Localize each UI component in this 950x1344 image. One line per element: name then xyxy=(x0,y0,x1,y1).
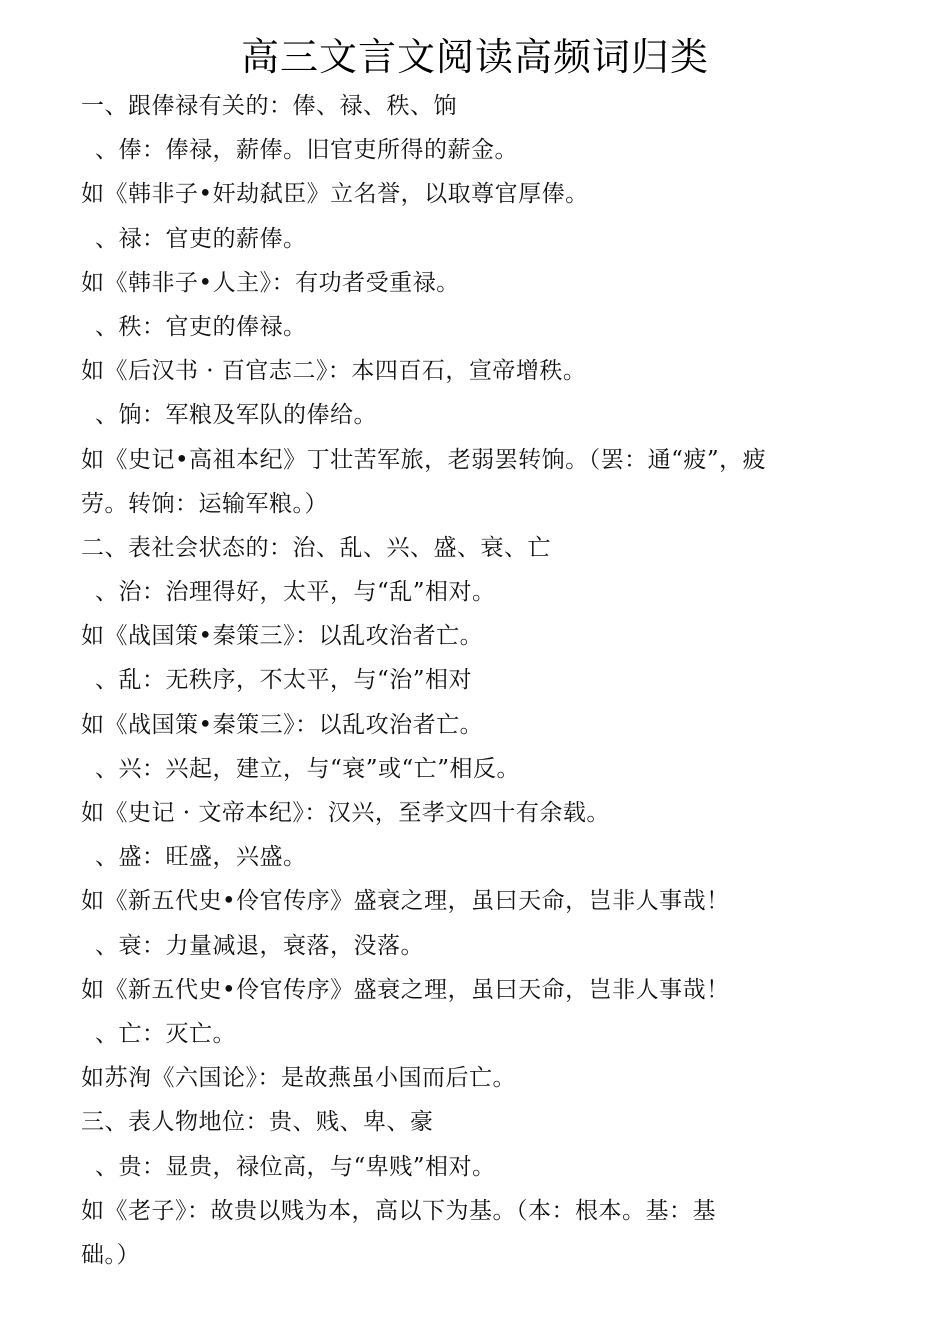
definition-line: 、治：治理得好，太平，与“乱”相对。 xyxy=(95,579,496,606)
example-line: 如《战国策•秦策三》：以乱攻治者亡。 xyxy=(81,623,484,650)
definition-line: 、俸：俸禄，薪俸。旧官吏所得的薪金。 xyxy=(95,137,518,164)
example-line: 如《韩非子•人主》：有功者受重禄。 xyxy=(81,269,460,296)
example-line: 如《老子》：故贵以贱为本，高以下为基。（本：根本。基：基 xyxy=(81,1197,716,1224)
example-line: 如《战国策•秦策三》：以乱攻治者亡。 xyxy=(81,711,484,738)
definition-line: 、兴：兴起，建立，与“衰”或“亡”相反。 xyxy=(95,755,521,782)
definition-line: 、贵：显贵，禄位高，与“卑贱”相对。 xyxy=(95,1153,496,1180)
definition-line: 、乱：无秩序，不太平，与“治”相对 xyxy=(95,667,473,694)
definition-line: 、饷：军粮及军队的俸给。 xyxy=(95,402,377,429)
example-line: 如《韩非子•奸劫弑臣》立名誉，以取尊官厚俸。 xyxy=(81,181,589,208)
definition-line: 、秩：官吏的俸禄。 xyxy=(95,313,307,340)
example-line: 如《史记 · 文帝本纪》：汉兴，至孝文四十有余载。 xyxy=(81,800,610,826)
definition-line: 、衰：力量减退，衰落，没落。 xyxy=(95,932,424,959)
example-line-continuation: 劳。转饷：运输军粮。） xyxy=(81,490,328,517)
document-body xyxy=(81,84,871,1277)
example-line: 如苏洵《六国论》：是故燕虽小国而后亡。 xyxy=(81,1065,516,1092)
example-line: 如《新五代史•伶官传序》盛衰之理，虽曰天命，岂非人事哉！ xyxy=(81,976,730,1003)
example-line: 如《后汉书 · 百官志二》：本四百石，宣帝增秩。 xyxy=(81,358,587,385)
definition-line: 、亡：灭亡。 xyxy=(95,1020,236,1047)
example-line: 如《新五代史•伶官传序》盛衰之理，虽曰天命，岂非人事哉！ xyxy=(81,888,730,915)
document-title: 高三文言文阅读高频词归类 xyxy=(240,35,709,79)
section-heading: 三、表人物地位：贵、贱、卑、豪 xyxy=(81,1109,434,1136)
section-heading: 一、跟俸禄有关的：俸、禄、秩、饷 xyxy=(81,93,457,119)
example-line: 如《史记•高祖本纪》丁壮苦军旅，老弱罢转饷。（罢：通“疲”，疲 xyxy=(81,446,767,473)
definition-line: 、盛：旺盛，兴盛。 xyxy=(95,844,307,871)
definition-line: 、禄：官吏的薪俸。 xyxy=(95,225,307,252)
example-line-continuation: 础。） xyxy=(81,1241,140,1268)
section-heading: 二、表社会状态的：治、乱、兴、盛、衰、亡 xyxy=(81,534,551,561)
